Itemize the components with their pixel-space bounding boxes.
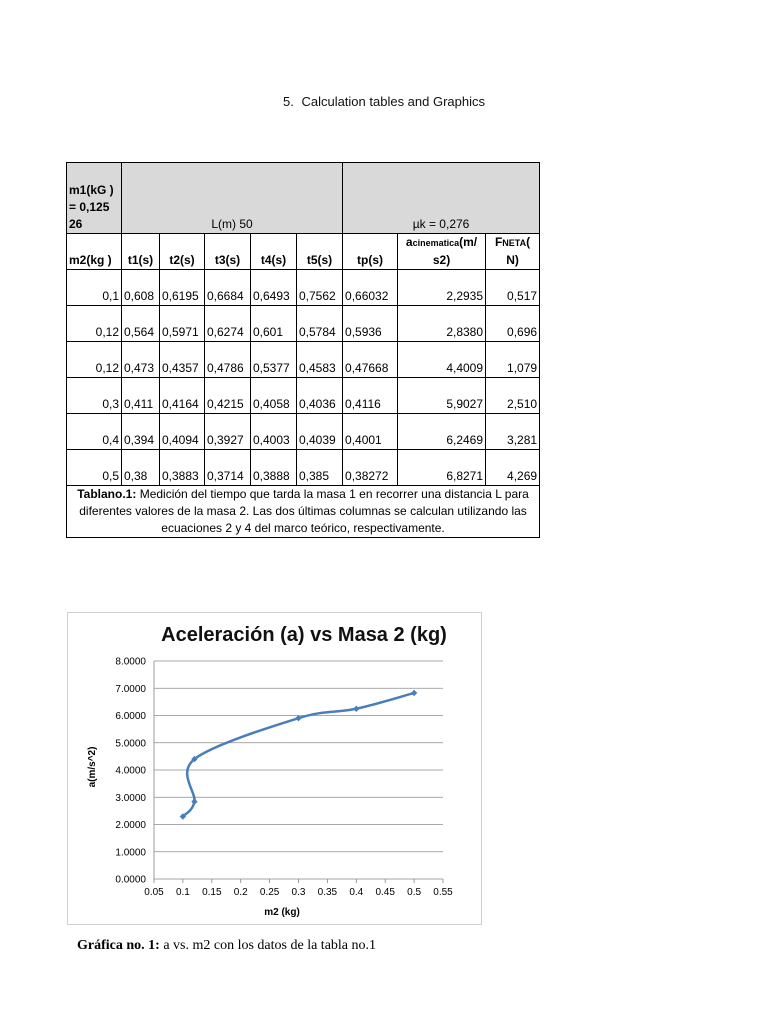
friction-label: µk = 0,276 bbox=[343, 163, 540, 234]
y-tick-label: 5.0000 bbox=[115, 738, 146, 750]
table-caption-row bbox=[67, 486, 540, 538]
cell-t4: 0,6493 bbox=[251, 270, 297, 306]
cell-m2: 0,3 bbox=[67, 378, 122, 414]
m2-header: m2(kg ) bbox=[67, 234, 122, 270]
cell-t2: 0,4357 bbox=[160, 342, 205, 378]
cell-t3: 0,4786 bbox=[205, 342, 251, 378]
cell-t5: 0,4039 bbox=[297, 414, 343, 450]
cell-t3: 0,3927 bbox=[205, 414, 251, 450]
cell-t4: 0,5377 bbox=[251, 342, 297, 378]
acceleration-header bbox=[398, 234, 486, 270]
force-symbol: F bbox=[494, 235, 503, 249]
force-unit: ( N) bbox=[506, 235, 531, 267]
section-title: Calculation tables and Graphics bbox=[301, 94, 486, 109]
x-tick-label: 0.2 bbox=[233, 887, 248, 898]
acceleration-symbol: a bbox=[405, 235, 413, 249]
data-point bbox=[295, 715, 301, 721]
table-row bbox=[67, 270, 540, 306]
cell-a: 2,2935 bbox=[398, 270, 486, 306]
x-tick-label: 0.45 bbox=[375, 887, 395, 898]
cell-f: 0,696 bbox=[486, 306, 540, 342]
section-heading bbox=[0, 94, 768, 109]
cell-f: 1,079 bbox=[486, 342, 540, 378]
t3-header: t3(s) bbox=[205, 234, 251, 270]
cell-tp: 0,5936 bbox=[343, 306, 398, 342]
table-row bbox=[67, 414, 540, 450]
cell-m2: 0,12 bbox=[67, 306, 122, 342]
cell-t2: 0,4094 bbox=[160, 414, 205, 450]
cell-f: 2,510 bbox=[486, 378, 540, 414]
cell-t4: 0,4003 bbox=[251, 414, 297, 450]
cell-t3: 0,3714 bbox=[205, 450, 251, 486]
table-header-row-2 bbox=[67, 234, 540, 270]
y-axis-label: a(m/s^2) bbox=[87, 746, 98, 788]
section-number: 5. bbox=[282, 94, 294, 109]
acceleration-subscript: cinematica bbox=[412, 238, 460, 248]
y-tick-label: 7.0000 bbox=[115, 683, 146, 695]
x-tick-label: 0.1 bbox=[175, 887, 190, 898]
t4-header: t4(s) bbox=[251, 234, 297, 270]
acceleration-unit: (m/ s2) bbox=[432, 235, 478, 267]
cell-t2: 0,5971 bbox=[160, 306, 205, 342]
y-tick-label: 1.0000 bbox=[115, 847, 146, 859]
cell-t4: 0,3888 bbox=[251, 450, 297, 486]
cell-t5: 0,4036 bbox=[297, 378, 343, 414]
cell-t2: 0,4164 bbox=[160, 378, 205, 414]
table-caption-label: Tablano.1: bbox=[77, 487, 137, 501]
cell-t1: 0,564 bbox=[122, 306, 160, 342]
y-tick-label: 6.0000 bbox=[115, 711, 146, 722]
cell-t5: 0,4583 bbox=[297, 342, 343, 378]
cell-t4: 0,4058 bbox=[251, 378, 297, 414]
cell-m2: 0,5 bbox=[67, 450, 122, 486]
cell-t5: 0,5784 bbox=[297, 306, 343, 342]
cell-a: 2,8380 bbox=[398, 306, 486, 342]
cell-m2: 0,1 bbox=[67, 270, 122, 306]
y-tick-label: 4.0000 bbox=[115, 765, 146, 777]
table-header-row-1 bbox=[67, 163, 540, 234]
table-row bbox=[67, 378, 540, 414]
x-tick-label: 0.15 bbox=[202, 887, 222, 898]
cell-f: 4,269 bbox=[486, 450, 540, 486]
chart-title: Aceleración (a) vs Masa 2 (kg) bbox=[161, 624, 447, 646]
y-tick-label: 3.0000 bbox=[115, 792, 146, 804]
acceleration-vs-mass-chart bbox=[67, 612, 480, 923]
m1-label: m1(kG ) = 0,125 26 bbox=[67, 163, 122, 234]
cell-tp: 0,4116 bbox=[343, 378, 398, 414]
cell-t2: 0,3883 bbox=[160, 450, 205, 486]
cell-t2: 0,6195 bbox=[160, 270, 205, 306]
cell-t3: 0,6684 bbox=[205, 270, 251, 306]
cell-m2: 0,4 bbox=[67, 414, 122, 450]
table-caption-text: Medición del tiempo que tarda la masa 1 en recorrer una distancia L para diferentes valores de la masa 2. Las dos últimas columnas se calculan utilizando las ecuaciones 2 y 4 del marco teórico, respectivamente. bbox=[79, 487, 529, 535]
t1-header: t1(s) bbox=[122, 234, 160, 270]
cell-t4: 0,601 bbox=[251, 306, 297, 342]
cell-tp: 0,47668 bbox=[343, 342, 398, 378]
table-caption bbox=[67, 486, 540, 538]
t5-header: t5(s) bbox=[297, 234, 343, 270]
cell-tp: 0,38272 bbox=[343, 450, 398, 486]
y-tick-label: 8.0000 bbox=[115, 656, 146, 668]
y-tick-label: 2.0000 bbox=[115, 820, 146, 831]
data-point bbox=[191, 798, 197, 804]
cell-a: 5,9027 bbox=[398, 378, 486, 414]
figure-caption-text: a vs. m2 con los datos de la tabla no.1 bbox=[159, 938, 377, 953]
y-tick-label: 0.0000 bbox=[115, 874, 146, 886]
force-subscript: NETA bbox=[502, 238, 527, 248]
cell-a: 4,4009 bbox=[398, 342, 486, 378]
cell-t1: 0,411 bbox=[122, 378, 160, 414]
table-row bbox=[67, 342, 540, 378]
cell-tp: 0,66032 bbox=[343, 270, 398, 306]
cell-m2: 0,12 bbox=[67, 342, 122, 378]
cell-t1: 0,473 bbox=[122, 342, 160, 378]
measurement-table bbox=[66, 162, 540, 538]
cell-t1: 0,394 bbox=[122, 414, 160, 450]
tp-header: tp(s) bbox=[343, 234, 398, 270]
cell-t5: 0,7562 bbox=[297, 270, 343, 306]
force-header bbox=[486, 234, 540, 270]
cell-a: 6,8271 bbox=[398, 450, 486, 486]
length-label: L(m) 50 bbox=[122, 163, 343, 234]
t2-header: t2(s) bbox=[160, 234, 205, 270]
x-tick-label: 0.05 bbox=[144, 887, 164, 898]
figure-caption-label: Gráfica no. 1: bbox=[77, 938, 160, 953]
cell-t5: 0,385 bbox=[297, 450, 343, 486]
cell-t3: 0,6274 bbox=[205, 306, 251, 342]
x-tick-label: 0.5 bbox=[407, 887, 422, 898]
x-tick-label: 0.3 bbox=[291, 887, 306, 898]
series-line bbox=[183, 693, 414, 817]
cell-a: 6,2469 bbox=[398, 414, 486, 450]
cell-t1: 0,608 bbox=[122, 270, 160, 306]
figure-caption bbox=[77, 938, 376, 954]
x-tick-label: 0.4 bbox=[349, 887, 364, 898]
x-tick-label: 0.55 bbox=[433, 887, 453, 898]
x-tick-label: 0.35 bbox=[317, 887, 338, 898]
x-axis-label: m2 (kg) bbox=[264, 907, 300, 918]
table-row bbox=[67, 450, 540, 486]
table-row bbox=[67, 306, 540, 342]
cell-f: 0,517 bbox=[486, 270, 540, 306]
cell-t1: 0,38 bbox=[122, 450, 160, 486]
cell-t3: 0,4215 bbox=[205, 378, 251, 414]
data-point bbox=[353, 706, 359, 712]
data-point bbox=[411, 690, 417, 696]
cell-f: 3,281 bbox=[486, 414, 540, 450]
x-tick-label: 0.25 bbox=[259, 887, 280, 898]
cell-tp: 0,4001 bbox=[343, 414, 398, 450]
